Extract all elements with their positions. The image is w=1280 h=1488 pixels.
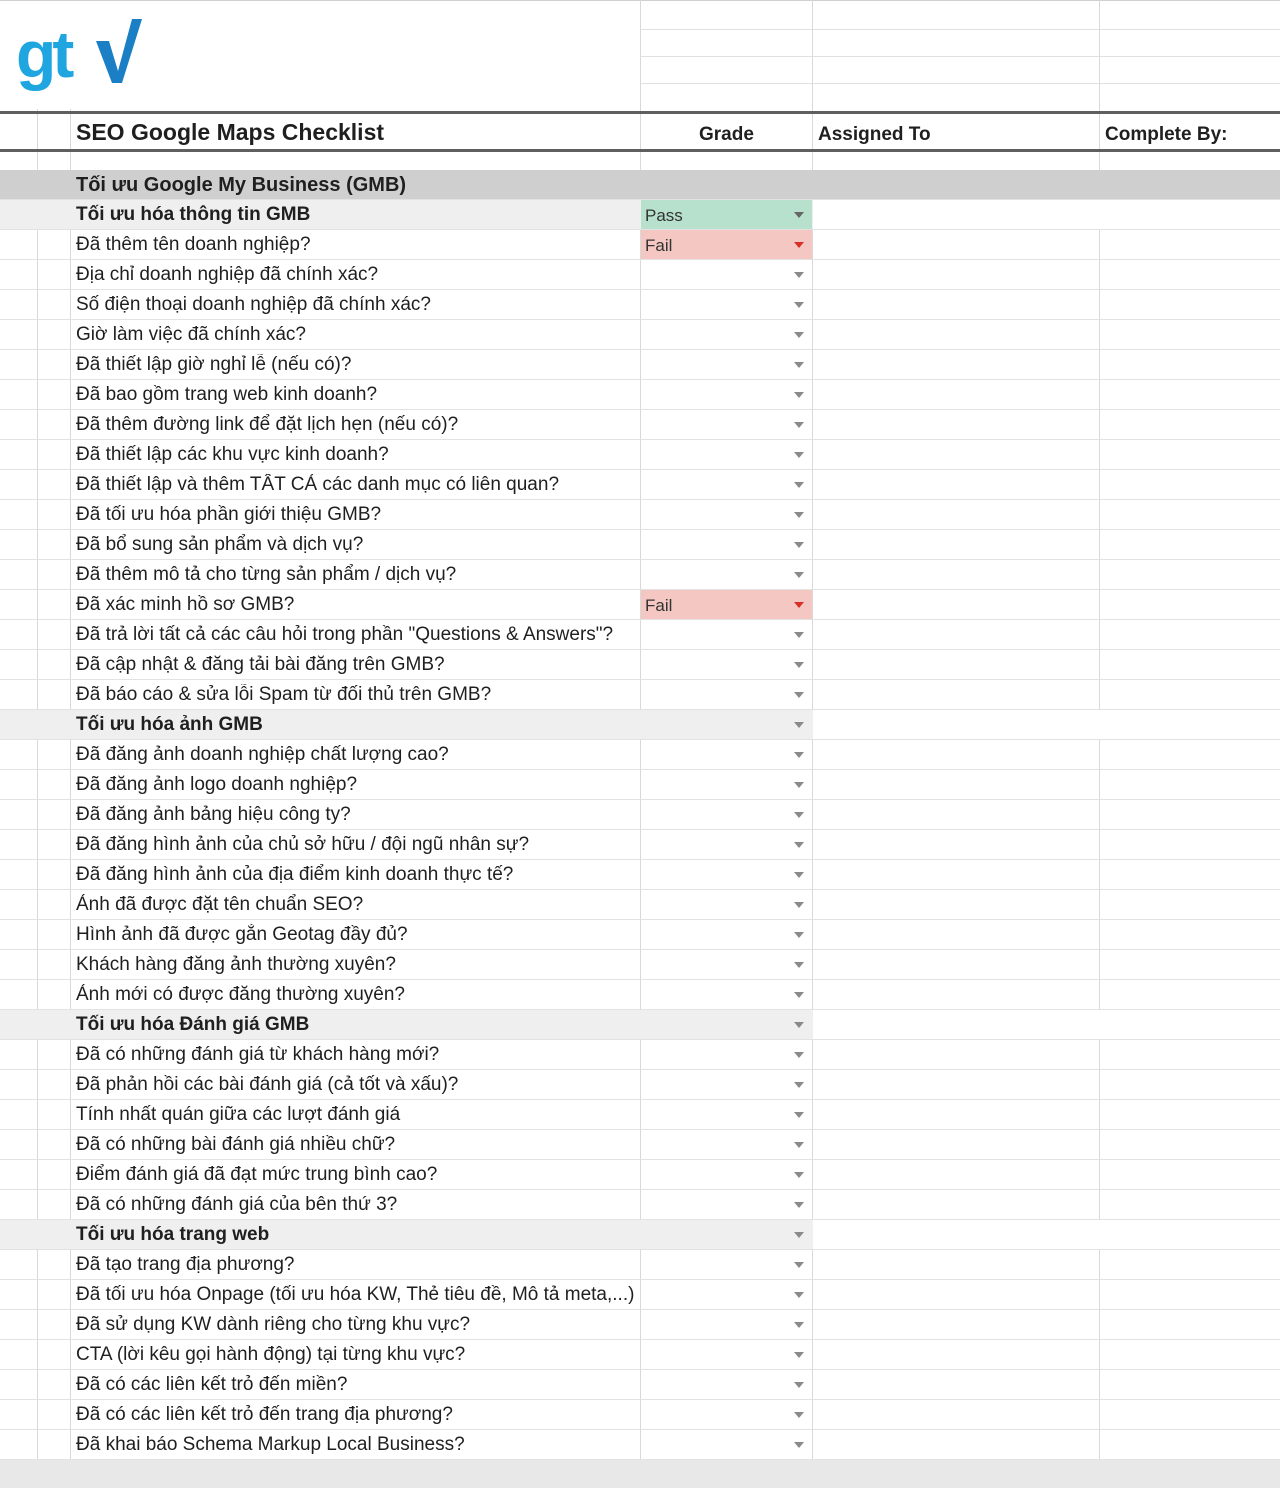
checklist-item-row — [0, 1190, 1280, 1220]
checklist-item-row — [0, 1340, 1280, 1370]
checklist-item-row — [0, 470, 1280, 500]
row-label[interactable]: Điểm đánh giá đã đạt mức trung bình cao? — [76, 1164, 438, 1185]
dropdown-arrow-icon[interactable] — [794, 1082, 804, 1088]
dropdown-arrow-icon[interactable] — [794, 1142, 804, 1148]
dropdown-arrow-icon[interactable] — [794, 1442, 804, 1448]
row-label[interactable]: Số điện thoại doanh nghiệp đã chính xác? — [76, 294, 431, 315]
row-label[interactable]: Ảnh đã được đặt tên chuẩn SEO? — [76, 894, 364, 915]
row-label[interactable]: Hình ảnh đã được gắn Geotag đầy đủ? — [76, 924, 408, 945]
grade-dropdown[interactable] — [641, 260, 812, 289]
dropdown-arrow-icon[interactable] — [794, 1172, 804, 1178]
dropdown-arrow-icon[interactable] — [794, 1292, 804, 1298]
row-label[interactable]: Đã thiết lập và thêm TẤT CẢ các danh mục có liên quan? — [76, 474, 560, 495]
row-cells — [813, 710, 1280, 739]
grade-column-header[interactable]: Grade — [699, 124, 754, 145]
row-label[interactable]: Tối ưu hóa thông tin GMB — [76, 204, 311, 225]
checklist-item-row — [0, 800, 1280, 830]
row-label[interactable]: Đã thiết lập các khu vực kinh doanh? — [76, 444, 389, 465]
checklist-item-row — [0, 380, 1280, 410]
grade-dropdown[interactable] — [641, 680, 812, 709]
checklist-item-row — [0, 950, 1280, 980]
checklist-item-row — [0, 410, 1280, 440]
grade-dropdown[interactable] — [641, 650, 812, 679]
checklist-item-row — [0, 590, 1280, 620]
grade-dropdown[interactable] — [641, 830, 812, 859]
row-label[interactable]: Đã đăng ảnh doanh nghiệp chất lượng cao? — [76, 744, 449, 765]
checklist-item-row — [0, 320, 1280, 350]
row-label[interactable]: Đã phản hồi các bài đánh giá (cả tốt và xấu)? — [76, 1074, 459, 1095]
row-label[interactable]: Đã tối ưu hóa Onpage (tối ưu hóa KW, Thẻ tiêu đề, Mô tả meta,...) — [76, 1284, 635, 1305]
grade-dropdown[interactable] — [641, 1010, 812, 1039]
row-label[interactable]: Đã khai báo Schema Markup Local Business? — [76, 1434, 465, 1455]
grade-dropdown[interactable] — [641, 710, 812, 739]
grade-dropdown[interactable] — [641, 530, 812, 559]
row-label[interactable]: Tính nhất quán giữa các lượt đánh giá — [76, 1104, 401, 1125]
grade-dropdown[interactable] — [641, 860, 812, 889]
grade-dropdown[interactable] — [641, 1400, 812, 1429]
dropdown-arrow-icon[interactable] — [794, 1232, 804, 1238]
checklist-item-row — [0, 1160, 1280, 1190]
grade-dropdown[interactable] — [641, 1250, 812, 1279]
dropdown-arrow-icon[interactable] — [794, 512, 804, 518]
row-label[interactable]: Đã có những đánh giá của bên thứ 3? — [76, 1194, 398, 1215]
dropdown-arrow-icon[interactable] — [794, 482, 804, 488]
dropdown-arrow-icon[interactable] — [794, 692, 804, 698]
grade-dropdown[interactable] — [641, 950, 812, 979]
dropdown-arrow-icon[interactable] — [794, 752, 804, 758]
row-cells — [813, 1220, 1280, 1249]
svg-text:gt: gt — [16, 17, 71, 91]
checklist-item-row — [0, 1100, 1280, 1130]
checklist-item-row — [0, 1040, 1280, 1070]
checklist-item-row — [0, 1070, 1280, 1100]
row-label[interactable]: Đã bổ sung sản phẩm và dịch vụ? — [76, 534, 364, 555]
checklist-item-row — [0, 230, 1280, 260]
dropdown-arrow-icon[interactable] — [794, 272, 804, 278]
assigned-to-column-header[interactable]: Assigned To — [818, 124, 931, 145]
checklist-item-row — [0, 1310, 1280, 1340]
section-row — [0, 170, 1280, 200]
checklist-item-row — [0, 1130, 1280, 1160]
checklist-item-row — [0, 440, 1280, 470]
checklist-rows — [0, 170, 1280, 1460]
row-label[interactable]: Đã thêm tên doanh nghiệp? — [76, 234, 311, 255]
checklist-item-row — [0, 860, 1280, 890]
checklist-item-row — [0, 1370, 1280, 1400]
checklist-item-row — [0, 980, 1280, 1010]
row-label[interactable]: Đã trả lời tất cả các câu hỏi trong phần "Questions & Answers"? — [76, 624, 614, 645]
grade-dropdown[interactable] — [641, 500, 812, 529]
dropdown-arrow-icon[interactable] — [794, 842, 804, 848]
checklist-item-row — [0, 500, 1280, 530]
row-label[interactable]: Đã thiết lập giờ nghỉ lễ (nếu có)? — [76, 354, 352, 375]
checklist-item-row — [0, 830, 1280, 860]
checklist-item-row — [0, 560, 1280, 590]
grade-dropdown[interactable] — [641, 740, 812, 769]
grade-dropdown[interactable] — [641, 1370, 812, 1399]
grade-dropdown[interactable] — [641, 350, 812, 379]
dropdown-arrow-icon[interactable] — [794, 722, 804, 728]
row-label[interactable]: Tối ưu hóa Đánh giá GMB — [76, 1014, 310, 1035]
checklist-item-row — [0, 290, 1280, 320]
grade-dropdown[interactable] — [641, 560, 812, 589]
dropdown-arrow-icon[interactable] — [794, 452, 804, 458]
grade-dropdown[interactable] — [641, 1280, 812, 1309]
dropdown-arrow-icon[interactable] — [794, 392, 804, 398]
row-label[interactable]: Đã đăng hình ảnh của chủ sở hữu / đội ngũ nhân sự? — [76, 834, 530, 855]
grade-dropdown[interactable] — [641, 920, 812, 949]
checklist-item-row — [0, 740, 1280, 770]
dropdown-arrow-icon[interactable] — [794, 1382, 804, 1388]
grade-dropdown[interactable] — [641, 980, 812, 1009]
dropdown-arrow-icon[interactable] — [794, 632, 804, 638]
grid-line — [640, 56, 1280, 57]
dropdown-arrow-icon[interactable] — [794, 602, 804, 608]
dropdown-arrow-icon[interactable] — [794, 1022, 804, 1028]
row-cells — [813, 1010, 1280, 1039]
grade-dropdown[interactable] — [641, 1220, 812, 1249]
dropdown-arrow-icon[interactable] — [794, 1412, 804, 1418]
dropdown-arrow-icon[interactable] — [794, 422, 804, 428]
checklist-item-row — [0, 770, 1280, 800]
dropdown-arrow-icon[interactable] — [794, 872, 804, 878]
complete-by-column-header[interactable]: Complete By: — [1105, 124, 1228, 145]
dropdown-arrow-icon[interactable] — [794, 212, 804, 218]
dropdown-arrow-icon[interactable] — [794, 1202, 804, 1208]
row-label[interactable]: Đã thêm mô tả cho từng sản phẩm / dịch vụ? — [76, 564, 457, 585]
grade-dropdown[interactable] — [641, 200, 812, 229]
empty-row — [0, 1460, 1280, 1488]
grade-value: Fail — [645, 236, 673, 255]
row-label[interactable]: Đã đăng ảnh bảng hiệu công ty? — [76, 804, 351, 825]
checklist-item-row — [0, 1430, 1280, 1460]
dropdown-arrow-icon[interactable] — [794, 1052, 804, 1058]
grade-dropdown[interactable] — [641, 1160, 812, 1189]
row-label[interactable]: Đã bao gồm trang web kinh doanh? — [76, 384, 378, 405]
subsection-row — [0, 200, 1280, 230]
row-label[interactable]: Tối ưu hóa trang web — [76, 1224, 270, 1245]
row-label[interactable]: Đã đăng hình ảnh của địa điểm kinh doanh thực tế? — [76, 864, 514, 885]
row-label[interactable]: Đã cập nhật & đăng tải bài đăng trên GMB? — [76, 654, 445, 675]
dropdown-arrow-icon[interactable] — [794, 242, 804, 248]
checklist-item-row — [0, 260, 1280, 290]
logo-cell — [0, 1, 639, 109]
row-label[interactable]: CTA (lời kêu gọi hành động) tại từng khu vực? — [76, 1344, 466, 1365]
grade-dropdown[interactable] — [641, 1310, 812, 1339]
grade-value: Pass — [645, 206, 683, 225]
checklist-item-row — [0, 530, 1280, 560]
dropdown-arrow-icon[interactable] — [794, 782, 804, 788]
checklist-item-row — [0, 920, 1280, 950]
row-label[interactable]: Đã đăng ảnh logo doanh nghiệp? — [76, 774, 358, 795]
row-label[interactable]: Đã sử dụng KW dành riêng cho từng khu vực? — [76, 1314, 471, 1335]
row-label[interactable]: Đã tạo trang địa phương? — [76, 1254, 295, 1275]
row-label[interactable]: Đã báo cáo & sửa lỗi Spam từ đối thủ trên GMB? — [76, 684, 492, 705]
row-label[interactable]: Đã thêm đường link để đặt lịch hẹn (nếu có)? — [76, 414, 459, 435]
row-label[interactable]: Địa chỉ doanh nghiệp đã chính xác? — [76, 264, 379, 285]
grade-dropdown[interactable] — [641, 770, 812, 799]
checklist-item-row — [0, 1250, 1280, 1280]
grade-dropdown[interactable] — [641, 380, 812, 409]
grade-dropdown[interactable] — [641, 1340, 812, 1369]
grade-dropdown[interactable] — [641, 1100, 812, 1129]
row-label[interactable]: Đã xác minh hồ sơ GMB? — [76, 594, 295, 615]
grade-dropdown[interactable] — [641, 320, 812, 349]
row-cells — [813, 200, 1280, 229]
dropdown-arrow-icon[interactable] — [794, 572, 804, 578]
checklist-item-row — [0, 650, 1280, 680]
row-label[interactable]: Đã có các liên kết trỏ đến miền? — [76, 1374, 348, 1395]
dropdown-arrow-icon[interactable] — [794, 662, 804, 668]
grid-line — [640, 29, 1280, 30]
subsection-row — [0, 710, 1280, 740]
dropdown-arrow-icon[interactable] — [794, 332, 804, 338]
grade-dropdown[interactable] — [641, 290, 812, 319]
grade-dropdown[interactable] — [641, 1130, 812, 1159]
checklist-item-row — [0, 1280, 1280, 1310]
dropdown-arrow-icon[interactable] — [794, 302, 804, 308]
dropdown-arrow-icon[interactable] — [794, 362, 804, 368]
grid-line — [640, 83, 1280, 84]
dropdown-arrow-icon[interactable] — [794, 1262, 804, 1268]
dropdown-arrow-icon[interactable] — [794, 1352, 804, 1358]
grade-dropdown[interactable] — [641, 620, 812, 649]
checklist-item-row — [0, 350, 1280, 380]
subsection-row — [0, 1220, 1280, 1250]
row-label[interactable]: Đã có những đánh giá từ khách hàng mới? — [76, 1044, 440, 1065]
dropdown-arrow-icon[interactable] — [794, 812, 804, 818]
grade-dropdown[interactable] — [641, 800, 812, 829]
row-label[interactable]: Tối ưu Google My Business (GMB) — [76, 174, 407, 196]
grade-dropdown[interactable] — [641, 1430, 812, 1459]
gtv-logo-icon — [14, 15, 144, 101]
grade-dropdown[interactable] — [641, 1070, 812, 1099]
dropdown-arrow-icon[interactable] — [794, 932, 804, 938]
dropdown-arrow-icon[interactable] — [794, 1322, 804, 1328]
grade-dropdown[interactable] — [641, 410, 812, 439]
checklist-item-row — [0, 680, 1280, 710]
row-label[interactable]: Giờ làm việc đã chính xác? — [76, 324, 307, 345]
dropdown-arrow-icon[interactable] — [794, 902, 804, 908]
row-label[interactable]: Đã có những bài đánh giá nhiều chữ? — [76, 1134, 396, 1155]
grade-dropdown[interactable] — [641, 590, 812, 619]
subsection-row — [0, 1010, 1280, 1040]
row-label[interactable]: Ảnh mới có được đăng thường xuyên? — [76, 984, 405, 1005]
row-label[interactable]: Khách hàng đăng ảnh thường xuyên? — [76, 954, 396, 975]
grade-dropdown[interactable] — [641, 470, 812, 499]
checklist-item-row — [0, 620, 1280, 650]
row-label[interactable]: Tối ưu hóa ảnh GMB — [76, 714, 263, 735]
row-label[interactable]: Đã tối ưu hóa phần giới thiệu GMB? — [76, 504, 382, 525]
grade-dropdown[interactable] — [641, 230, 812, 259]
header-row — [0, 111, 1280, 152]
grade-dropdown[interactable] — [641, 1190, 812, 1219]
grade-dropdown[interactable] — [641, 1040, 812, 1069]
grade-dropdown[interactable] — [641, 440, 812, 469]
dropdown-arrow-icon[interactable] — [794, 962, 804, 968]
checklist-item-row — [0, 890, 1280, 920]
checklist-item-row — [0, 1400, 1280, 1430]
page-title: SEO Google Maps Checklist — [76, 119, 385, 145]
dropdown-arrow-icon[interactable] — [794, 542, 804, 548]
dropdown-arrow-icon[interactable] — [794, 992, 804, 998]
grade-value: Fail — [645, 596, 673, 615]
grade-dropdown[interactable] — [641, 890, 812, 919]
row-label[interactable]: Đã có các liên kết trỏ đến trang địa phương? — [76, 1404, 453, 1425]
dropdown-arrow-icon[interactable] — [794, 1112, 804, 1118]
